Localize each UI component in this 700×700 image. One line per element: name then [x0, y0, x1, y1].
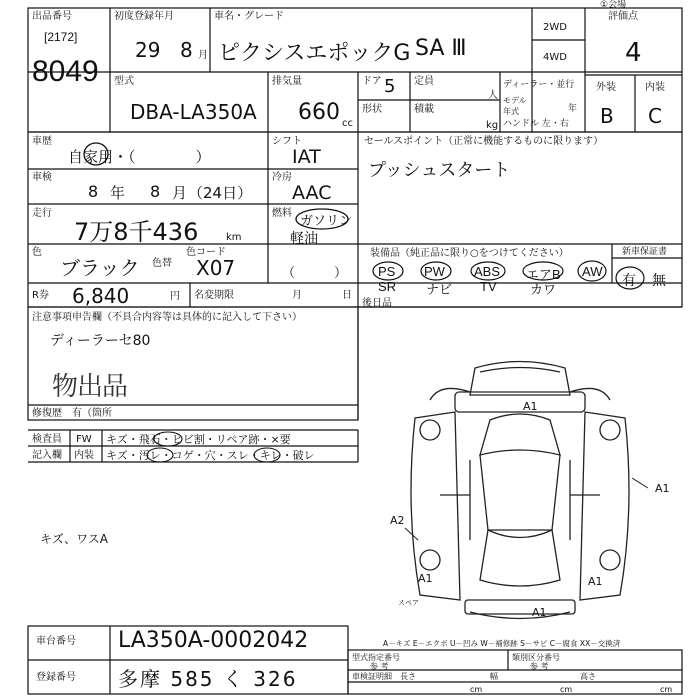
diagram-mark-side: A1	[655, 482, 670, 495]
inspection-year: 8	[88, 182, 99, 201]
equip-airbag: エアB	[526, 267, 561, 282]
lot-sub: [2172]	[44, 30, 78, 44]
plate-value: 多摩 585 く 326	[118, 667, 298, 691]
cert-length: 長さ	[400, 672, 416, 681]
format-label: 型式指定番号	[352, 653, 400, 662]
drive-4wd: 4WD	[543, 52, 567, 63]
displacement-unit: cc	[342, 118, 353, 129]
car-name: ピクシスエポックG	[218, 41, 411, 66]
recycle-value: 6,840	[72, 284, 130, 308]
top-right-note: ①会場	[600, 0, 627, 10]
color-code-value: X07	[196, 256, 236, 280]
load-unit: kg	[486, 120, 499, 131]
first-reg-month: 8	[180, 38, 193, 62]
exterior-label: 外装	[596, 82, 616, 93]
equip-leather: カワ	[530, 282, 557, 297]
sales-point-label: セールスポイント（正常に機能するものに限ります）	[364, 136, 604, 147]
diagram-mark-1: A1	[523, 400, 538, 413]
capacity-label: 定員	[414, 76, 434, 87]
lot-number: 8049	[32, 55, 99, 88]
first-reg-year: 29	[135, 38, 161, 62]
diagram-mark-3: A1	[418, 572, 433, 585]
fuel-other: （ ）	[282, 266, 348, 281]
doors-label: ドア	[362, 76, 382, 87]
first-reg-month-unit: 月	[198, 50, 208, 61]
doors-value: 5	[384, 76, 396, 97]
equip-navi: ナビ	[426, 282, 453, 297]
equip-aw: AW	[582, 264, 603, 279]
cert-width-unit: cm	[560, 685, 573, 694]
model-year-label: モデル 年式	[503, 96, 527, 116]
cert-label: 車検証明細	[352, 672, 392, 681]
entry-label: 記入欄	[32, 450, 62, 461]
warranty-no: 無	[652, 273, 666, 289]
exterior-value: B	[600, 104, 614, 128]
inspect-row-1-items: キズ・飛石・ヒビ割・リペア跡・×要	[106, 433, 291, 446]
color-label: 色	[32, 247, 42, 258]
inspection-label: 車検	[32, 172, 52, 183]
inspector-label: 検査員	[32, 434, 62, 445]
inspect-row-1-cat: FW	[76, 434, 92, 445]
car-grade: SA Ⅲ	[415, 36, 467, 61]
equip-ps: PS	[378, 264, 396, 279]
interior-value: C	[648, 104, 662, 128]
inspection-year-unit: 年	[110, 184, 126, 202]
diagram-mark-4: A1	[532, 606, 547, 619]
lot-label: 出品番号	[32, 11, 72, 22]
model-year-unit: 年	[568, 104, 578, 114]
handle-label: ハンドル 左・右	[503, 119, 569, 129]
drive-2wd: 2WD	[543, 22, 567, 33]
equip-pw: PW	[424, 264, 445, 279]
format-ref: 参 考	[370, 662, 389, 671]
cert-height-unit: cm	[660, 685, 673, 694]
inspection-day: （24日）	[188, 184, 253, 202]
name-label: 車名・グレード	[214, 11, 284, 22]
warranty-yes: 有	[622, 273, 636, 289]
recycle-unit: 円	[170, 291, 180, 302]
load-label: 積載	[414, 104, 434, 115]
plate-label: 登録番号	[36, 672, 76, 683]
fuel-gasoline: ガソリン	[300, 214, 353, 229]
cert-length-unit: cm	[470, 685, 483, 694]
after-date-label: 後日品	[362, 298, 392, 309]
cert-height: 高さ	[580, 672, 596, 681]
diagram-mark-5: A1	[588, 575, 603, 588]
sales-point-value: プッシュスタート	[368, 160, 511, 181]
score-label: 評価点	[608, 11, 638, 22]
color-change-label: 色替	[152, 258, 172, 269]
ac-label: 冷房	[272, 172, 292, 183]
mileage-value: 7万8千436	[74, 218, 199, 246]
color-value: ブラック	[60, 256, 140, 280]
inspection-month: 8	[150, 182, 161, 201]
shift-value: IAT	[292, 146, 321, 168]
mileage-unit: km	[226, 232, 242, 243]
warranty-label: 新車保証書	[622, 247, 668, 257]
capacity-unit: 人	[488, 90, 498, 101]
name-change-day-unit: 日	[342, 290, 352, 301]
class-label: 類別区分番号	[512, 653, 560, 662]
equip-sr: SR	[378, 279, 397, 294]
diagram-spare-label: スペア	[398, 599, 419, 607]
color-code-label: 色コード	[186, 247, 226, 258]
fuel-label: 燃料	[272, 208, 292, 219]
equip-abs: ABS	[474, 264, 501, 279]
mileage-label: 走行	[32, 208, 52, 219]
history-value: 自家用・（ ）	[68, 148, 211, 166]
repair-label: 修復歴 有（箇所	[32, 408, 112, 419]
inspector-note: キズ、ワスA	[40, 532, 108, 546]
equip-tv: TV	[480, 279, 497, 294]
damage-legend: A－キズ E－エクボ U－凹み W－補修跡 S－サビ C－腐食 XX－交換済	[383, 639, 621, 648]
class-ref: 参 考	[530, 662, 549, 671]
ac-value: AAC	[292, 182, 332, 204]
name-change-label: 名変期限	[194, 290, 234, 301]
history-label: 車歴	[32, 136, 52, 147]
recycle-label: R券	[32, 290, 49, 301]
displacement-label: 排気量	[272, 76, 302, 87]
chassis-label: 車台番号	[36, 636, 76, 647]
shift-label: シフト	[272, 136, 302, 147]
interior-label: 内装	[645, 82, 665, 93]
notes-stamp: 物出品	[52, 372, 128, 402]
first-reg-label: 初度登録年月	[114, 11, 174, 22]
notes-label: 注意事項申告欄（不具合内容等は具体的に記入して下さい）	[32, 312, 302, 323]
notes-line1: ディーラーセ80	[50, 333, 151, 349]
diagram-mark-2: A2	[390, 514, 405, 527]
chassis-value: LA350A-0002042	[118, 628, 309, 653]
displacement-value: 660	[298, 100, 340, 125]
inspect-row-2-items: キズ・汚レ・コゲ・穴・スレ・キレ・破レ	[106, 449, 315, 462]
name-change-month-unit: 月	[292, 290, 302, 301]
model-value: DBA-LA350A	[130, 100, 257, 124]
inspection-month-unit: 月	[172, 184, 188, 202]
dealer-label: ディーラー・並行	[503, 80, 575, 90]
cert-width: 幅	[490, 672, 498, 681]
shape-label: 形状	[362, 104, 382, 115]
score-value: 4	[625, 38, 642, 68]
model-label: 型式	[114, 76, 134, 87]
inspect-row-2-cat: 内装	[74, 450, 94, 461]
fuel-diesel: 軽油	[290, 231, 318, 247]
equipment-label: 装備品（純正品に限り○をつけてください）	[370, 248, 569, 259]
